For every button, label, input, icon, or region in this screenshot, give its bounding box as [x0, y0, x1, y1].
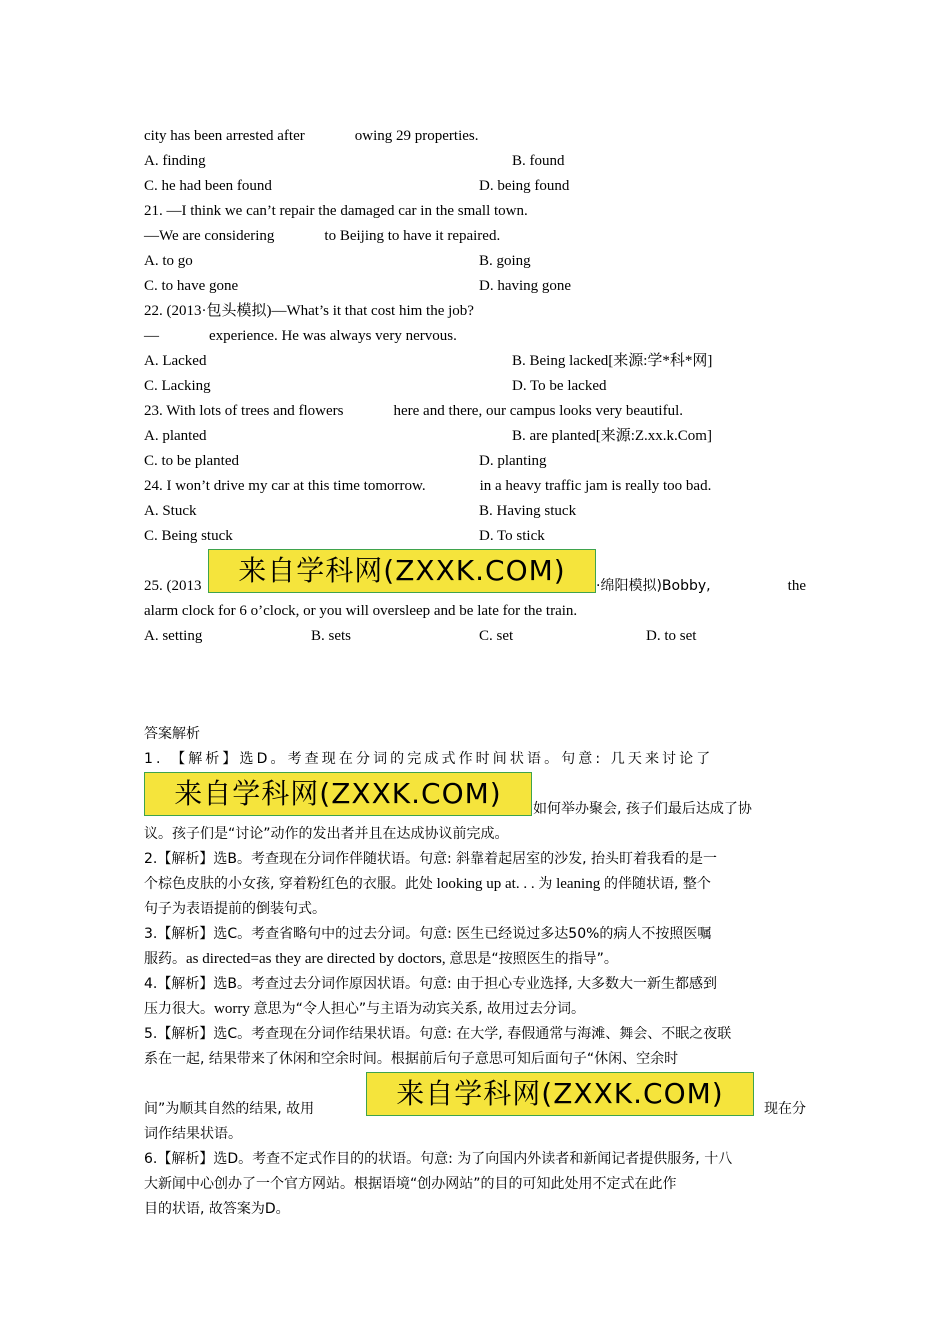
q24-option-d: D. To stick: [479, 528, 545, 544]
question-25-options: [144, 624, 806, 649]
answer-2-line-2: [144, 872, 806, 897]
q23-option-c: C. to be planted: [144, 453, 239, 469]
question-22-stem-2b: experience. He was always very nervous.: [209, 328, 457, 344]
q22-option-b: B. Being lacked[来源:学*科*网]: [512, 353, 713, 369]
answer-1-line-1: 1. 【解析】选D。考查现在分词的完成式作时间状语。句意: 几天来讨论了: [144, 751, 714, 767]
question-21-stem-2: [144, 224, 806, 249]
answer-3-line-2b: 意思是“按照医生的指导”。: [449, 951, 618, 967]
answer-3-line-2: [144, 947, 806, 972]
q25-option-a: A. setting: [144, 628, 203, 644]
q20-option-b: B. found: [512, 153, 565, 169]
question-23-stem-a: 23. With lots of trees and flowers: [144, 403, 344, 419]
answer-1: [144, 747, 806, 847]
answer-2-line-2-en: looking up at. . .: [432, 876, 539, 892]
answers-heading: 答案解析: [144, 726, 200, 742]
question-22-stem-1: 22. (2013·包头模拟)—What’s it that cost him the job?: [144, 303, 474, 319]
question-25-stem-2: alarm clock for 6 o’clock, or you will oversleep and be late for the train.: [144, 603, 578, 619]
answer-3-line-2a: 服药。: [144, 951, 186, 967]
answer-5-line-3b: 现在分: [764, 1101, 806, 1117]
answer-4-line-2: [144, 997, 806, 1022]
answer-1-line-3: 议。孩子们是“讨论”动作的发出者并且在达成协议前完成。: [144, 826, 509, 842]
question-20-stem: [144, 124, 806, 149]
q21-option-b: B. going: [479, 253, 531, 269]
q25-option-b: B. sets: [311, 628, 352, 644]
document-page: [144, 124, 806, 1222]
answer-4: [144, 972, 806, 1022]
answer-4-line-2b: 意思为“令人担心”与主语为动宾关系, 故用过去分词。: [253, 1001, 585, 1017]
question-21-options-row-2: [144, 274, 806, 299]
question-23-stem-b: here and there, our campus looks very beautiful.: [393, 403, 683, 419]
question-24-options-row-1: [144, 499, 806, 524]
question-20-options-row-1: [144, 149, 806, 174]
q20-option-d: D. being found: [479, 178, 570, 194]
answer-4-line-2a: 压力很大。: [144, 1001, 214, 1017]
answer-4-line-1: 4.【解析】选B。考查过去分词作原因状语。句意: 由于担心专业选择, 大多数大一新生都感到: [144, 976, 718, 992]
answer-6-line-3: 目的状语, 故答案为D。: [144, 1201, 290, 1217]
question-22-stem-2: [144, 324, 806, 349]
answer-3: [144, 922, 806, 972]
answer-2-line-3: 句子为表语提前的倒装句式。: [144, 901, 326, 917]
watermark-logo: 来自学科网(ZXXK.COM): [208, 549, 596, 593]
answer-2-line-1: 2.【解析】选B。考查现在分词作伴随状语。句意: 斜靠着起居室的沙发, 抬头盯着我看的是一: [144, 851, 718, 867]
answer-6-line-1: 6.【解析】选D。考查不定式作目的的状语。句意: 为了向国内外读者和新闻记者提供服务, 十八: [144, 1151, 733, 1167]
q23-option-a: A. planted: [144, 428, 207, 444]
question-24-options-row-2: [144, 524, 806, 549]
q25-option-d: D. to set: [646, 628, 697, 644]
answer-3-line-2-en: as directed=as they are directed by doctors,: [186, 951, 450, 967]
q25-option-c: C. set: [479, 628, 514, 644]
q24-option-c: C. Being stuck: [144, 528, 233, 544]
question-20-options-row-2: [144, 174, 806, 199]
q21-option-a: A. to go: [144, 253, 193, 269]
answer-5-line-4: 词作结果状语。: [144, 1126, 242, 1142]
question-23-options-row-1: [144, 424, 806, 449]
question-21-options-row-1: [144, 249, 806, 274]
answer-5-line-1: 5.【解析】选C。考查现在分词作结果状语。句意: 在大学, 春假通常与海滩、舞会、不眠之夜联: [144, 1026, 732, 1042]
q23-option-b: B. are planted[来源:Z.xx.k.Com]: [512, 428, 712, 444]
question-23-options-row-2: [144, 449, 806, 474]
q23-option-d: D. planting: [479, 453, 547, 469]
answer-5: [144, 1022, 806, 1147]
question-20-stem-b: owing 29 properties.: [354, 128, 479, 144]
q20-option-a: A. finding: [144, 153, 206, 169]
question-21-stem-2b: to Beijing to have it repaired.: [324, 228, 501, 244]
answer-5-line-3-row: [144, 1072, 806, 1122]
question-22-stem-2a: —: [144, 328, 159, 344]
answer-4-line-2-en: worry: [214, 1001, 254, 1017]
answer-2-line-2a: 个棕色皮肤的小女孩, 穿着粉红色的衣服。此处: [144, 876, 433, 892]
question-25-stem-b: ·绵阳模拟)Bobby,: [596, 578, 711, 594]
answer-2-line-2b: 为: [538, 876, 553, 892]
q20-option-c: C. he had been found: [144, 178, 272, 194]
q21-option-c: C. to have gone: [144, 278, 239, 294]
question-24-stem-b: in a heavy traffic jam is really too bad.: [479, 478, 712, 494]
question-21-stem-1: 21. —I think we can’t repair the damaged car in the small town.: [144, 203, 528, 219]
answer-2: [144, 847, 806, 922]
answer-2-line-2-en2: leaning: [552, 876, 604, 892]
question-23-stem: [144, 399, 806, 424]
question-24-stem-a: 24. I won’t drive my car at this time tomorrow.: [144, 478, 426, 494]
watermark-logo-3: 来自学科网(ZXXK.COM): [366, 1072, 754, 1116]
q22-option-d: D. To be lacked: [512, 378, 607, 394]
answer-6: [144, 1147, 806, 1222]
question-24-stem: [144, 474, 806, 499]
q22-option-a: A. Lacked: [144, 353, 207, 369]
q24-option-b: B. Having stuck: [479, 503, 577, 519]
answer-3-line-1: 3.【解析】选C。考查省略句中的过去分词。句意: 医生已经说过多达50%的病人不按照医嘱: [144, 926, 712, 942]
question-25-stem: [144, 549, 806, 599]
question-20-stem-a: city has been arrested after: [144, 128, 305, 144]
answer-1-line-2: 如何举办聚会, 孩子们最后达成了协: [533, 801, 752, 817]
answer-5-line-3a: 间”为顺其自然的结果, 故用: [144, 1101, 315, 1117]
question-25-stem-c: the: [787, 578, 806, 594]
answer-2-line-2c: 的伴随状语, 整个: [603, 876, 711, 892]
question-21-stem-2a: —We are considering: [144, 228, 275, 244]
question-22-options-row-1: [144, 349, 806, 374]
question-22-options-row-2: [144, 374, 806, 399]
answer-5-line-2: 系在一起, 结果带来了休闲和空余时间。根据前后句子意思可知后面句子“休闲、空余时: [144, 1051, 679, 1067]
answer-6-line-2: 大新闻中心创办了一个官方网站。根据语境“创办网站”的目的可知此处用不定式在此作: [144, 1176, 677, 1192]
question-25-stem-a: 25. (2013: [144, 578, 202, 594]
watermark-logo-2: 来自学科网(ZXXK.COM): [144, 772, 532, 816]
q21-option-d: D. having gone: [479, 278, 572, 294]
q24-option-a: A. Stuck: [144, 503, 197, 519]
answer-1-line-2-row: [144, 772, 806, 822]
q22-option-c: C. Lacking: [144, 378, 211, 394]
